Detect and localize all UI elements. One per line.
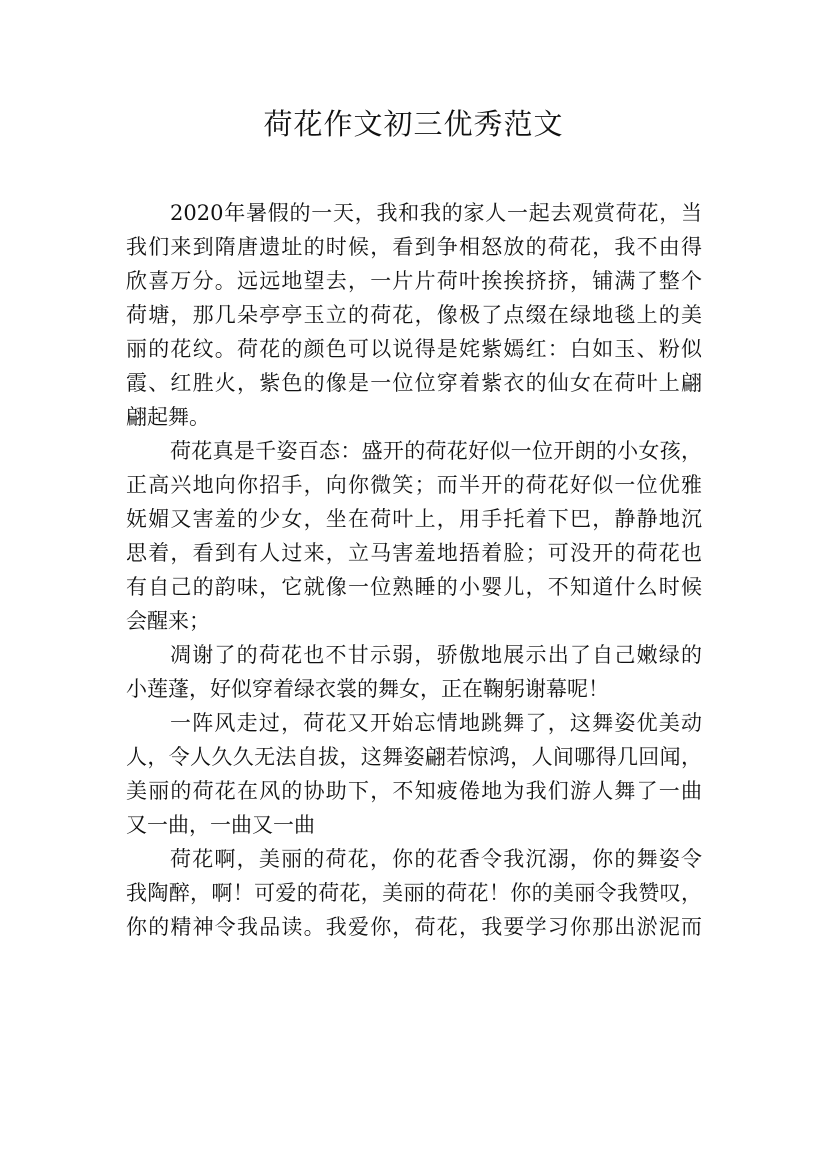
paragraph-5 <box>126 842 702 944</box>
text-line: 荷花啊，美丽的荷花，你的花香令我沉溺，你的舞姿令 <box>170 847 702 871</box>
text-line: 小莲蓬，好似穿着绿衣裳的舞女，正在鞠躬谢幕呢！ <box>126 677 609 701</box>
text-line: 人，令人久久无法自拔，这舞姿翩若惊鸿，人间哪得几回闻， <box>126 745 702 769</box>
text-line: 翩起舞。 <box>126 405 210 429</box>
text-line: 思着，看到有人过来，立马害羞地捂着脸；可没开的荷花也 <box>126 541 702 565</box>
document-body <box>126 196 702 944</box>
text-line: 荷塘，那几朵亭亭玉立的荷花，像极了点缀在绿地毯上的美 <box>126 303 702 327</box>
paragraph-3 <box>126 638 702 706</box>
text-line: 美丽的荷花在风的协助下，不知疲倦地为我们游人舞了一曲 <box>126 779 702 803</box>
text-line: 会醒来； <box>126 609 210 633</box>
text-line: 2020年暑假的一天，我和我的家人一起去观赏荷花，当 <box>170 201 702 225</box>
text-line: 荷花真是千姿百态：盛开的荷花好似一位开朗的小女孩， <box>170 439 702 463</box>
paragraph-1 <box>126 196 702 434</box>
text-line: 我们来到隋唐遗址的时候，看到争相怒放的荷花，我不由得 <box>126 235 702 259</box>
text-line: 有自己的韵味，它就像一位熟睡的小婴儿，不知道什么时候 <box>126 575 702 599</box>
text-line: 正高兴地向你招手，向你微笑；而半开的荷花好似一位优雅 <box>126 473 702 497</box>
text-line: 一阵风走过，荷花又开始忘情地跳舞了，这舞姿优美动 <box>170 711 702 735</box>
text-line: 欣喜万分。远远地望去，一片片荷叶挨挨挤挤，铺满了整个 <box>126 269 702 293</box>
text-line: 凋谢了的荷花也不甘示弱，骄傲地展示出了自己嫩绿的 <box>170 643 702 667</box>
text-line: 你的精神令我品读。我爱你，荷花，我要学习你那出淤泥而 <box>126 915 702 939</box>
text-line: 又一曲，一曲又一曲 <box>126 813 315 837</box>
paragraph-2 <box>126 434 702 638</box>
text-line: 丽的花纹。荷花的颜色可以说得是姹紫嫣红：白如玉、粉似 <box>126 337 702 361</box>
document-title: 荷花作文初三优秀范文 <box>263 107 564 141</box>
text-line: 霞、红胜火，紫色的像是一位位穿着紫衣的仙女在荷叶上翩 <box>126 371 702 395</box>
text-line: 我陶醉，啊！可爱的荷花，美丽的荷花！你的美丽令我赞叹， <box>126 881 702 905</box>
paragraph-4 <box>126 706 702 842</box>
text-line: 妩媚又害羞的少女，坐在荷叶上，用手托着下巴，静静地沉 <box>126 507 702 531</box>
